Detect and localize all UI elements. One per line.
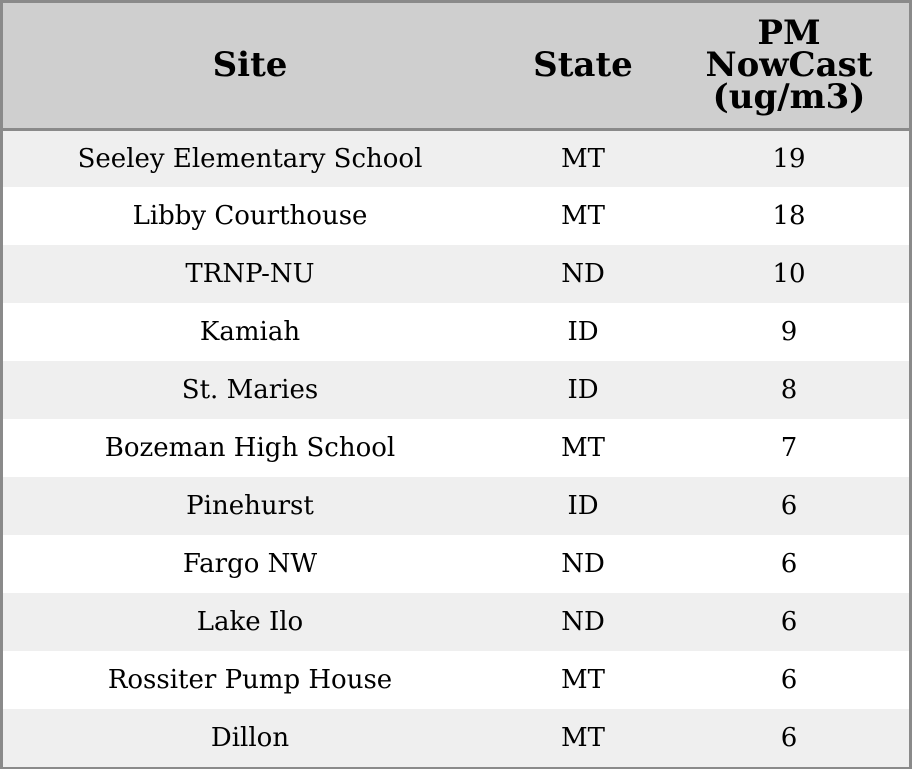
table-row [3, 187, 909, 245]
table-row [3, 419, 909, 477]
table-row [3, 129, 909, 187]
site-cell: Kamiah [199, 317, 301, 347]
site-cell: Dillon [210, 723, 290, 753]
table-row [3, 535, 909, 593]
table-header-row [3, 3, 909, 129]
column-header-site: Site [3, 3, 497, 129]
pm-value-cell: 18 [772, 201, 806, 231]
column-header-pm-nowcast [669, 3, 909, 129]
state-cell: MT [561, 201, 605, 231]
pm-nowcast-table [3, 3, 909, 767]
pm-value-cell: 10 [772, 259, 806, 289]
table-row [3, 593, 909, 651]
pm-value-cell: 6 [780, 607, 798, 637]
state-cell: ID [567, 317, 599, 347]
column-header-pm-line-1: PM [757, 13, 821, 54]
state-cell: ID [567, 491, 599, 521]
site-cell: Bozeman High School [104, 433, 396, 463]
column-header-state: State [497, 3, 669, 129]
site-cell: Seeley Elementary School [77, 143, 423, 174]
site-cell: Libby Courthouse [132, 201, 368, 231]
site-cell: Lake Ilo [196, 607, 304, 637]
column-header-pm-line-2: NowCast [705, 45, 873, 86]
pm-value-cell: 19 [772, 143, 806, 174]
pm-value-cell: 8 [780, 375, 798, 405]
pm-value-cell: 6 [780, 549, 798, 579]
table-row [3, 361, 909, 419]
table-row [3, 709, 909, 767]
table-row [3, 245, 909, 303]
state-cell: MT [561, 665, 605, 695]
state-cell: MT [561, 143, 605, 174]
pm-value-cell: 9 [780, 317, 798, 347]
state-cell: ND [561, 259, 605, 289]
site-cell: Pinehurst [186, 491, 314, 521]
table-row [3, 477, 909, 535]
site-cell: TRNP-NU [185, 259, 315, 289]
pm-value-cell: 6 [780, 491, 798, 521]
pm-value-cell: 7 [780, 433, 798, 463]
column-header-pm-line-3: (ug/m3) [712, 77, 866, 118]
state-cell: MT [561, 433, 605, 463]
state-cell: MT [561, 723, 605, 753]
state-cell: ND [561, 607, 605, 637]
state-cell: ND [561, 549, 605, 579]
table-row [3, 303, 909, 361]
table-body [3, 129, 909, 767]
state-cell: ID [567, 375, 599, 405]
site-cell: St. Maries [181, 375, 319, 405]
site-cell: Fargo NW [182, 549, 318, 579]
pm-value-cell: 6 [780, 723, 798, 753]
site-cell: Rossiter Pump House [107, 665, 393, 695]
table-row [3, 651, 909, 709]
pm-value-cell: 6 [780, 665, 798, 695]
